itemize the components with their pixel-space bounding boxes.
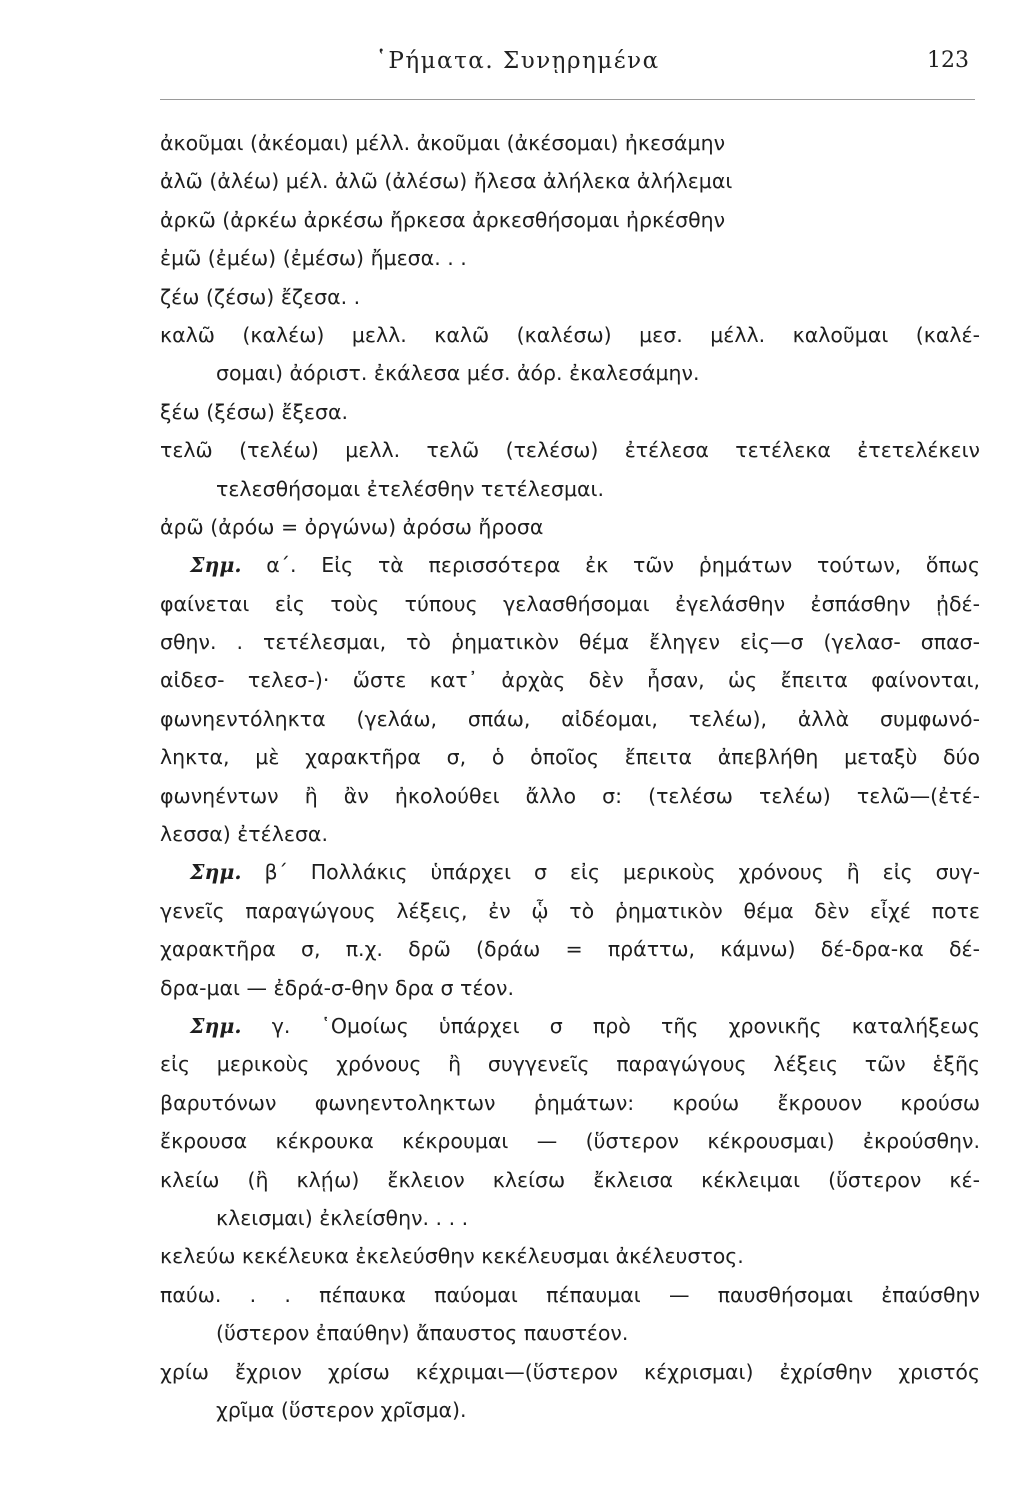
note-line: χρίω ἔχριον χρίσω κέχριμαι—(ὕστερον κέχρισμαι) ἐχρίσθην χριστός (160, 1359, 980, 1384)
note-first-line: Σημ. α΄. Εἰς τὰ περισσότερα ἐκ τῶν ῥημάτων τούτων, ὅπως (190, 553, 980, 578)
page-number: 123 (927, 48, 969, 73)
body-text (160, 124, 980, 1429)
text-line: ἀκοῦμαι (ἀκέομαι) μέλλ. ἀκοῦμαι (ἀκέσομαι) ἠκεσάμην (160, 131, 726, 155)
note-line: φωνηεντόληκτα (γελάω, σπάω, αἰδέομαι, τελέω), ἀλλὰ συμφωνό- (160, 706, 980, 731)
text-line: ζέω (ζέσω) ἔζεσα. . (160, 284, 361, 309)
note-line: παύω. . . πέπαυκα παύομαι πέπαυμαι — παυσθήσομαι ἐπαύσθην (160, 1282, 980, 1307)
text-line: ἀρῶ (ἀρόω = ὀργώνω) ἀρόσω ἤροσα (160, 514, 544, 539)
note-label: Σημ. (190, 553, 242, 578)
running-header: ῾Ρήματα. Συνῃρημένα (375, 48, 660, 74)
note-line: γενεῖς παραγώγους λέξεις, ἐν ᾧ τὸ ῥηματικὸν θέμα δὲν εἶχέ ποτε (160, 898, 980, 923)
note-line: ἔκρουσα κέκρουκα κέκρουμαι — (ὕστερον κέκρουσμαι) ἐκρούσθην. (160, 1129, 980, 1154)
note-line: εἰς μερικοὺς χρόνους ἢ συγγενεῖς παραγώγους λέξεις τῶν ἑξῆς (160, 1052, 980, 1077)
note-line: λεσσα) ἐτέλεσα. (160, 822, 328, 847)
text-line: ἀρκῶ (ἀρκέω ἀρκέσω ἤρκεσα ἀρκεσθήσομαι ἠρκέσθην (160, 207, 726, 232)
text-line-indented: σομαι) ἀόριστ. ἐκάλεσα μέσ. ἀόρ. ἐκαλεσάμην. (216, 361, 700, 386)
note-line: φωνηέντων ἢ ἂν ἠκολούθει ἄλλο σ: (τελέσω τελέω) τελῶ—(ἐτέ- (160, 783, 980, 808)
text-line: καλῶ (καλέω) μελλ. καλῶ (καλέσω) μεσ. μέλλ. καλοῦμαι (καλέ- (160, 322, 980, 347)
note-line: δρα-μαι — ἐδρά-σ-θην δρα σ τέον. (160, 975, 514, 1000)
note-line: σθην. . τετέλεσμαι, τὸ ῥηματικὸν θέμα ἔληγεν εἰς—σ (γελασ- σπασ- (160, 630, 980, 655)
note-first-line: Σημ. γ. ῾Ομοίως ὑπάρχει σ πρὸ τῆς χρονικῆς καταλήξεως (190, 1013, 980, 1038)
note-gamma (160, 1007, 980, 1429)
note-line: αἰδεσ- τελεσ-)· ὥστε κατ᾽ ἀρχὰς δὲν ἦσαν, ὡς ἔπειτα φαίνονται, (160, 668, 980, 693)
note-line-indented: χρῖμα (ὕστερον χρῖσμα). (216, 1397, 467, 1422)
note-beta (160, 853, 980, 1007)
note-line-indented: κλεισμαι) ἐκλείσθην. . . . (216, 1205, 469, 1230)
text-line-indented: τελεσθήσομαι ἐτελέσθην τετέλεσμαι. (216, 476, 604, 501)
text-line: τελῶ (τελέω) μελλ. τελῶ (τελέσω) ἐτέλεσα τετέλεκα ἐτετελέκειν (160, 438, 980, 463)
note-line: φαίνεται εἰς τοὺς τύπους γελασθήσομαι ἐγελάσθην ἐσπάσθην ᾐδέ- (160, 591, 980, 616)
text-line: ἀλῶ (ἀλέω) μέλ. ἀλῶ (ἀλέσω) ἤλεσα ἀλήλεκα ἀλήλεμαι (160, 169, 733, 194)
header-rule (160, 99, 975, 100)
note-line: βαρυτόνων φωνηεντοληκτων ῥημάτων: κρούω ἔκρουον κρούσω (160, 1090, 980, 1115)
text-line: ξέω (ξέσω) ἔξεσα. (160, 399, 348, 424)
note-line-indented: (ὕστερον ἐπαύθην) ἄπαυστος παυστέον. (216, 1321, 629, 1346)
note-line: κελεύω κεκέλευκα ἐκελεύσθην κεκέλευσμαι ἀκέλευστος. (160, 1244, 744, 1269)
note-alpha (160, 546, 980, 853)
note-label: Σημ. (190, 1013, 242, 1038)
note-line: ληκτα, μὲ χαρακτῆρα σ, ὁ ὁποῖος ἔπειτα ἀπεβλήθη μεταξὺ δύο (160, 745, 980, 770)
note-line: κλείω (ἢ κλῄω) ἔκλειον κλείσω ἔκλεισα κέκλειμαι (ὕστερον κέ- (160, 1167, 980, 1192)
note-label: Σημ. (190, 860, 242, 885)
note-line: χαρακτῆρα σ, π.χ. δρῶ (δράω = πράττω, κάμνω) δέ-δρα-κα δέ- (160, 937, 980, 962)
note-first-line: Σημ. β΄ Πολλάκις ὑπάρχει σ εἰς μερικοὺς χρόνους ἢ εἰς συγ- (190, 860, 980, 885)
text-line: ἐμῶ (ἐμέω) (ἐμέσω) ἤμεσα. . . (160, 246, 467, 271)
